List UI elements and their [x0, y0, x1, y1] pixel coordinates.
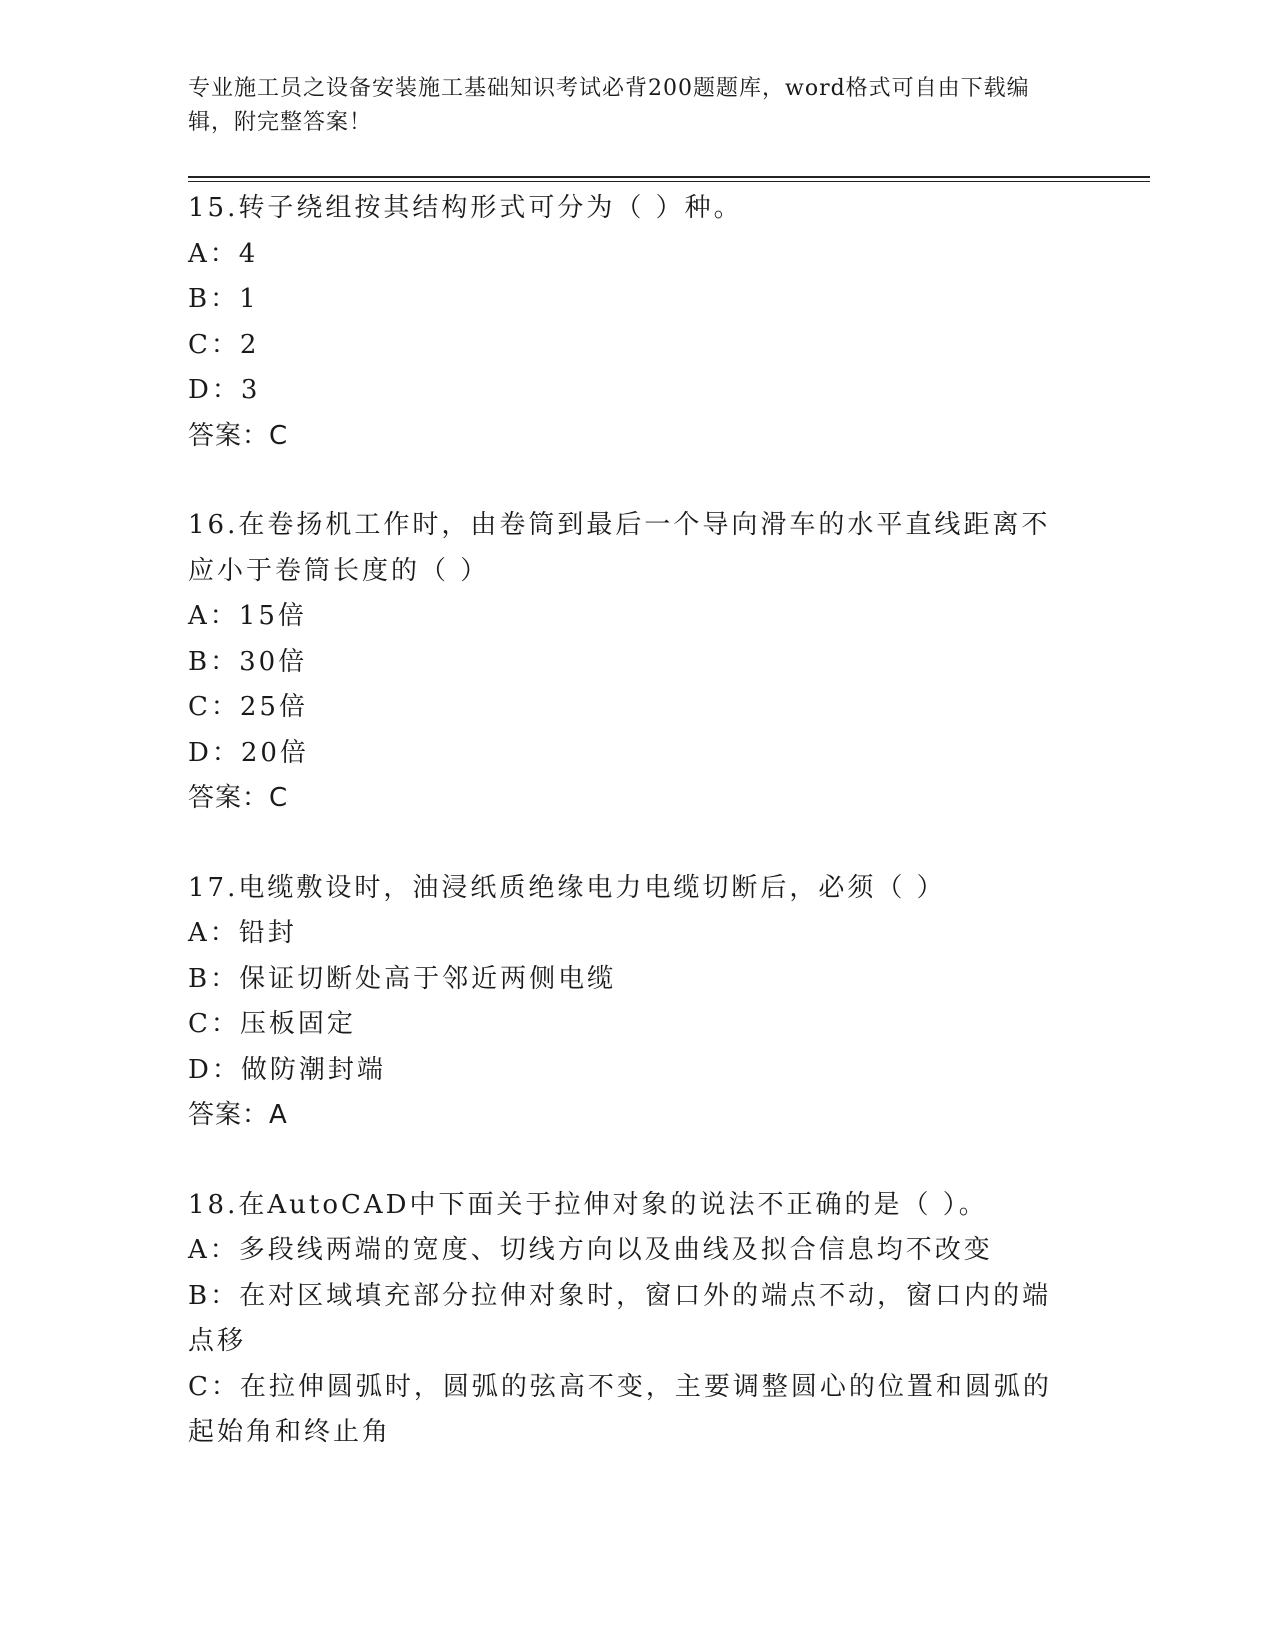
- question-15: [188, 186, 1068, 459]
- option-d: D：做防潮封端: [188, 1054, 386, 1085]
- option-d: D：3: [188, 375, 261, 405]
- option-c: C：2: [188, 329, 260, 360]
- header-divider-thick: [188, 176, 1150, 178]
- question-16: [188, 503, 1068, 822]
- answer-label: 答案：A: [188, 1100, 288, 1130]
- answer-label: 答案：C: [188, 783, 289, 813]
- option-a: A：4: [188, 238, 259, 269]
- option-d: D：20倍: [188, 737, 309, 768]
- option-a: A：15倍: [188, 601, 307, 631]
- question-stem: 17.电缆敷设时，油浸纸质绝缘电力电缆切断后，必须（ ）: [188, 872, 946, 903]
- question-stem: 18.在AutoCAD中下面关于拉伸对象的说法不正确的是（ ）。: [188, 1189, 988, 1220]
- question-17: [188, 866, 1068, 1139]
- option-a: A：多段线两端的宽度、切线方向以及曲线及拟合信息均不改变: [188, 1235, 993, 1265]
- option-b: B：在对区域填充部分拉伸对象时，窗口外的端点不动，窗口内的端点移: [188, 1280, 1052, 1356]
- option-c: C：在拉伸圆弧时，圆弧的弦高不变，主要调整圆心的位置和圆弧的起始角和终止角: [188, 1371, 1052, 1447]
- option-b: B：保证切断处高于邻近两侧电缆: [188, 963, 617, 994]
- document-header: 专业施工员之设备安装施工基础知识考试必背200题题库，word格式可自由下载编辑，附完整答案！: [188, 76, 1030, 135]
- option-b: B：30倍: [188, 646, 308, 677]
- option-c: C：25倍: [188, 692, 308, 722]
- answer-label: 答案：C: [188, 420, 289, 451]
- question-list: [188, 186, 1068, 1456]
- option-b: B：1: [188, 284, 259, 314]
- option-a: A：铅封: [188, 918, 297, 948]
- question-stem: 16.在卷扬机工作时，由卷筒到最后一个导向滑车的水平直线距离不应小于卷筒长度的（ ）: [188, 510, 1051, 586]
- question-stem: 15.转子绕组按其结构形式可分为（ ）种。: [188, 193, 743, 223]
- header-divider-thin: [188, 181, 1150, 182]
- option-c: C：压板固定: [188, 1009, 356, 1039]
- question-18: [188, 1183, 1068, 1456]
